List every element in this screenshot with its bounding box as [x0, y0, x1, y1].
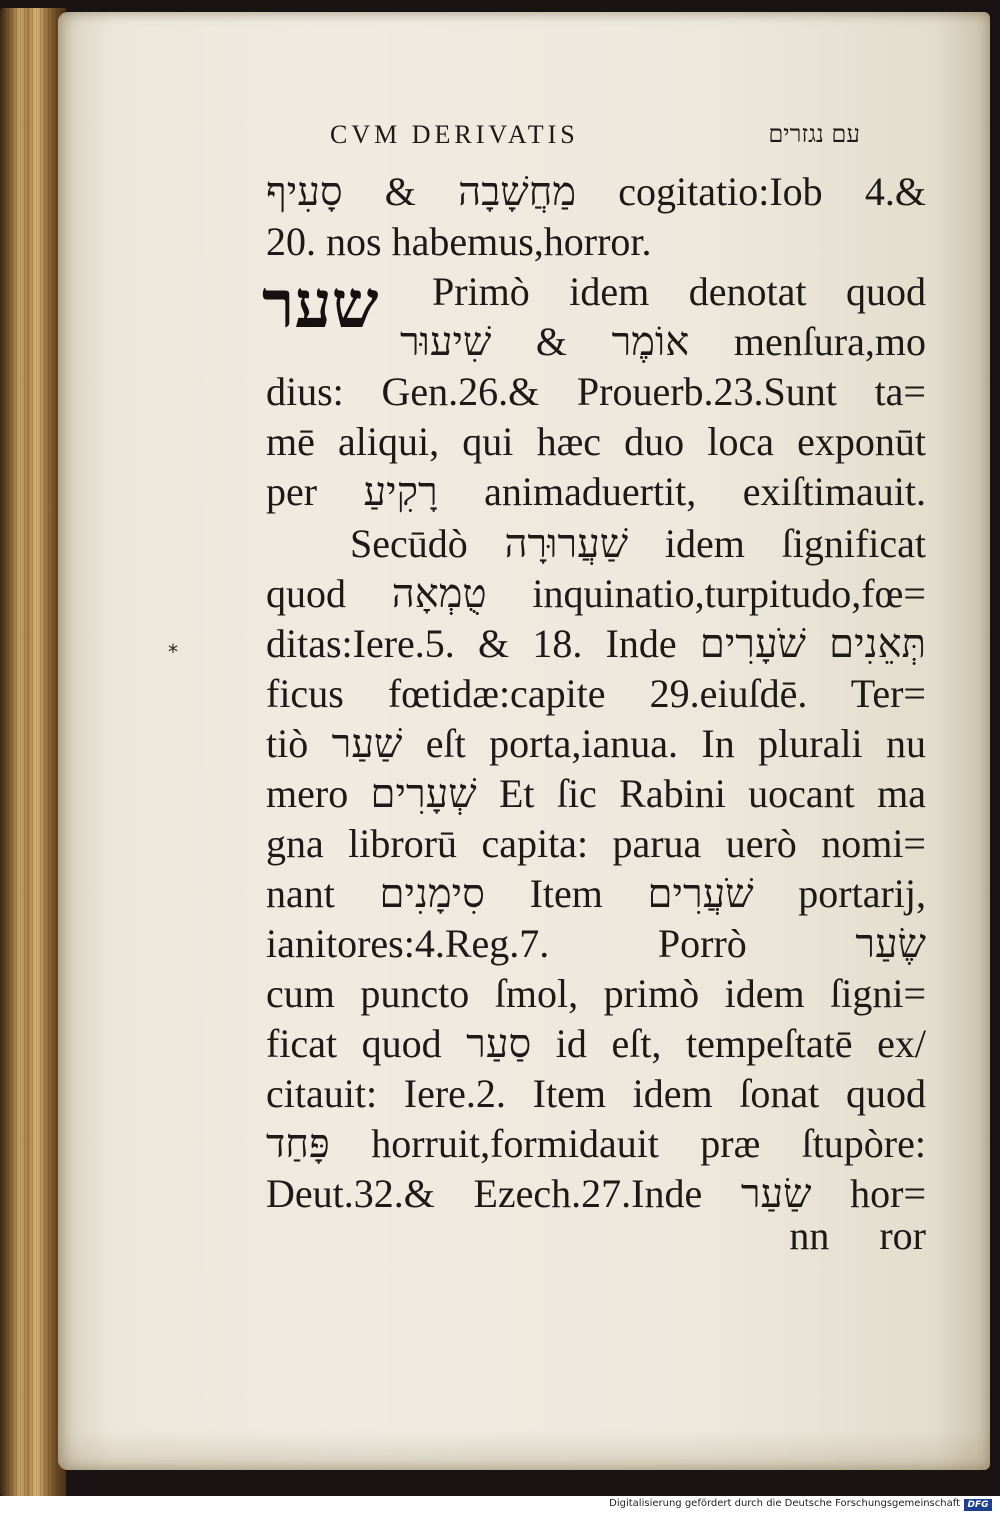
text-line-11: ficus fœtidæ:capite 29.eiuſdē. Ter=: [266, 671, 926, 716]
text-line-6: mē aliqui, qui hæc duo loca exponūt: [266, 419, 926, 464]
text-line-10: ditas:Iere.5. & 18. Inde תְּאֵנִים שֹׁעָרִים: [266, 621, 926, 666]
text-line-8: Secūdò שַׁעֲרוּרָה idem ſignificat: [350, 521, 926, 566]
text-line-13: mero שְׁעָרִים Et ſic Rabini uocant ma: [266, 771, 926, 816]
text-line-7: per רָקִיעַ animaduertit, exiſtimauit.: [266, 469, 927, 514]
text-line-17: cum puncto ſmol, primò idem ſigni=: [266, 971, 926, 1016]
running-head-hebrew: עם נגזרים: [768, 120, 860, 148]
entry-headword: שער: [262, 265, 379, 343]
running-head: [330, 120, 860, 150]
text-line-16: ianitores:4.Reg.7. Porrò שֶׂעַר: [266, 921, 926, 966]
margin-asterisk: *: [168, 640, 178, 664]
text-line-9: quod טֻמְאָה inquinatio,turpitudo,fœ=: [266, 571, 926, 616]
text-line-14: gna librorū capita: parua uerò nomi=: [266, 821, 926, 866]
text-line-1: מַחֲשָׁבָה & סָעִיף cogitatio:Iob 4.&: [266, 169, 926, 214]
text-line-3: Primò idem denotat quod: [432, 269, 926, 314]
text-line-19: citauit: Iere.2. Item idem ſonat quod: [266, 1071, 926, 1116]
text-line-21: Deut.32.& Ezech.27.Inde שַׂעַר hor=: [266, 1171, 926, 1216]
text-line-18: ficat quod סַעַר id eſt, tempeſtatē ex/: [266, 1021, 926, 1066]
dfg-logo: DFG: [964, 1499, 992, 1511]
book-page-edges: [0, 8, 66, 1496]
digitization-credit: Digitalisierung gefördert durch die Deutsche Forschungsgemeinschaft: [609, 1498, 960, 1509]
text-line-12: tiò שַׁעַר eſt porta,ianua. In plurali nu: [266, 721, 926, 766]
catchword-line: nn ror: [789, 1213, 926, 1258]
text-line-15: nant סִימָנִים Item שֹׁעֲרִים portarij,: [266, 871, 926, 916]
text-line-5: dius: Gen.26.& Prouerb.23.Sunt ta=: [266, 369, 926, 414]
text-line-20: פָּחַד horruit,formidauit præ ſtupòre:: [266, 1121, 926, 1166]
running-head-latin: CVM DERIVATIS: [330, 120, 579, 149]
text-line-4: אוֹמֶר & שִׁיעוּר menſura,mo: [400, 319, 926, 364]
text-line-2: 20. nos habemus,horror.: [266, 219, 652, 264]
